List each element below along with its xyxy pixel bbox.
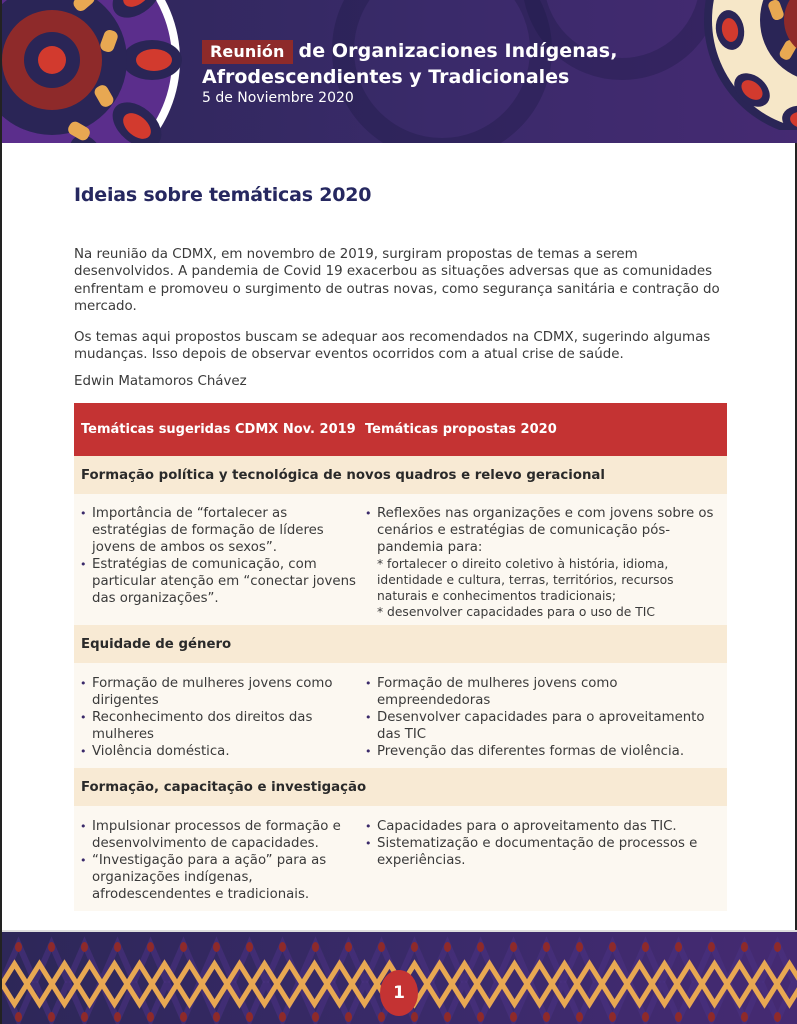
intro-paragraph: Na reunião da CDMX, em novembro de 2019, surgiram propostas de temas a serem desenvolvidos. A pandemia de Covid 19 exacerbou as situações adversas que as comunidades enfrentam e promoveu o surgimento de outras novas, como segurança sanitária e contração do mercado. [74, 247, 720, 314]
column-2020-cell [363, 675, 727, 768]
event-date: 5 de Noviembre 2020 [202, 90, 354, 106]
section-body-row [74, 663, 727, 768]
event-title-line2: Afrodescendientes y Tradicionales [202, 66, 570, 88]
column-2020-cell [363, 818, 727, 911]
page-number-badge: 1 [380, 970, 418, 1016]
section-title-row: Equidade de género [74, 625, 727, 663]
column-header-2019: Temáticas sugeridas CDMX Nov. 2019 [81, 422, 356, 437]
list-item: • Formação de mulheres jovens como empreendedoras [365, 675, 727, 709]
column-2020-cell [363, 505, 727, 625]
event-title-block [202, 40, 618, 106]
footer-pattern-band [2, 930, 797, 1024]
column-2019-cell [74, 818, 363, 911]
sub-item: * desenvolver capacidades para o uso de TIC [377, 605, 655, 619]
mandala-ornament-right-icon [692, 0, 797, 130]
list-item: • Formação de mulheres jovens como dirigentes [80, 675, 363, 709]
list-item: • Estratégias de comunicação, com particular atenção em “conectar jovens das organizações”. [80, 556, 363, 607]
list-item: • Prevenção das diferentes formas de violência. [365, 743, 727, 760]
list-item: • Reflexões nas organizações e com jovens sobre os cenários e estratégias de comunicação pós-pandemia para: [365, 505, 727, 556]
list-item: • Desenvolver capacidades para o aproveitamento das TIC [365, 709, 727, 743]
section-body-row [74, 806, 727, 911]
column-2019-cell [74, 675, 363, 768]
reunion-badge: Reunión [202, 40, 293, 64]
event-title-line1: de Organizaciones Indígenas, [298, 40, 618, 62]
second-paragraph: Os temas aqui propostos buscam se adequar aos recomendados na CDMX, sugerindo algumas mudanças. Isso depois de observar eventos ocorridos com a atual crise de saúde. [74, 330, 711, 363]
themes-table [74, 403, 727, 911]
mandala-ornament-left-icon [2, 0, 222, 143]
sub-item: * fortalecer o direito coletivo à história, idioma, identidade e cultura, terras, territórios, recursos naturais e conhecimentos tradicionais; [377, 557, 674, 603]
page-title: Ideias sobre temáticas 2020 [74, 184, 372, 206]
list-item: • “Investigação para a ação” para as organizações indígenas, afrodescendentes e tradicionais. [80, 852, 363, 903]
header-banner [2, 0, 797, 143]
column-2019-cell [74, 505, 363, 625]
list-item: • Impulsionar processos de formação e desenvolvimento de capacidades. [80, 818, 363, 852]
table-header-row [74, 403, 727, 456]
list-item: • Importância de “fortalecer as estratégias de formação de líderes jovens de ambos os sexos”. [80, 505, 363, 556]
list-item: • Sistematização e documentação de processos e experiências. [365, 835, 727, 869]
list-item: • Capacidades para o aproveitamento das TIC. [365, 818, 727, 835]
section-title-row: Formação política y tecnológica de novos quadros e relevo geracional [74, 456, 727, 494]
section-body-row [74, 494, 727, 625]
list-item: • Reconhecimento dos direitos das mulheres [80, 709, 363, 743]
column-header-2020: Temáticas propostas 2020 [365, 422, 557, 437]
list-item: • Violência doméstica. [80, 743, 363, 760]
author-name: Edwin Matamoros Chávez [74, 374, 247, 389]
section-title-row: Formação, capacitação e investigação [74, 768, 727, 806]
main-content [74, 184, 728, 389]
